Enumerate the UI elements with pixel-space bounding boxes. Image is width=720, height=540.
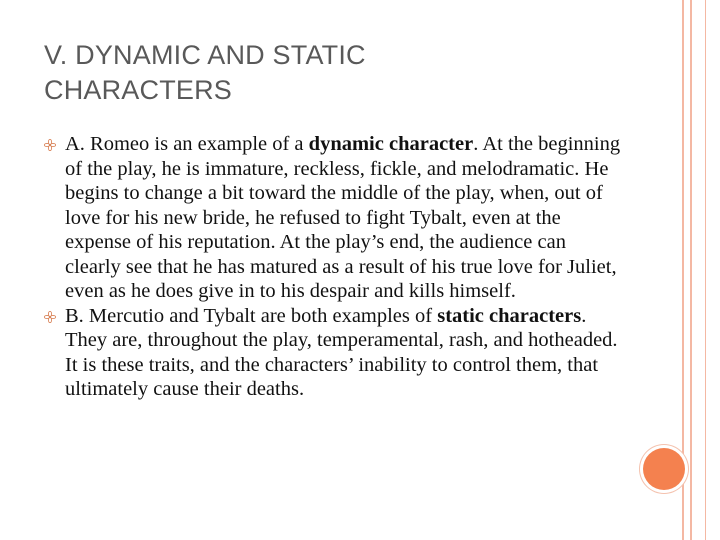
right-border-line — [690, 0, 692, 540]
bullet-text: . They are, throughout the play, temperamental, rash, and hotheaded. It is these traits, and the characters’ inability to control them, that ultimately cause their deaths. — [65, 304, 618, 400]
bullet-text: A. Romeo is an example of a — [65, 133, 309, 155]
bullet-text: . At the beginning of the play, he is immature, reckless, fickle, and melodramatic. He begins to change a bit toward the middle of the play, when, out of love for his new bride, he refused to fight Tybalt, even at the expense of his reputation. At the play’s end, the audience can clearly see that he has matured as a result of his true love for Juliet, even as he does give in to his despair and kills himself. — [65, 133, 621, 302]
bullet-bold-term: static characters — [437, 304, 582, 327]
daisy-bullet-icon — [44, 139, 56, 151]
right-border-line — [705, 0, 706, 540]
slide-body — [44, 132, 624, 402]
slide-title — [44, 38, 644, 108]
daisy-bullet-icon — [44, 311, 56, 323]
title-line-2: CHARACTERS — [44, 75, 233, 105]
orange-circle-decoration — [643, 448, 685, 490]
bullet-item-mercutio-tybalt — [44, 304, 624, 402]
bullet-item-romeo — [44, 132, 624, 304]
bullet-text: B. Mercutio and Tybalt are both examples of — [65, 304, 438, 327]
title-line-1: V. DYNAMIC AND STATIC — [44, 40, 366, 70]
bullet-bold-term: dynamic character — [308, 133, 474, 155]
